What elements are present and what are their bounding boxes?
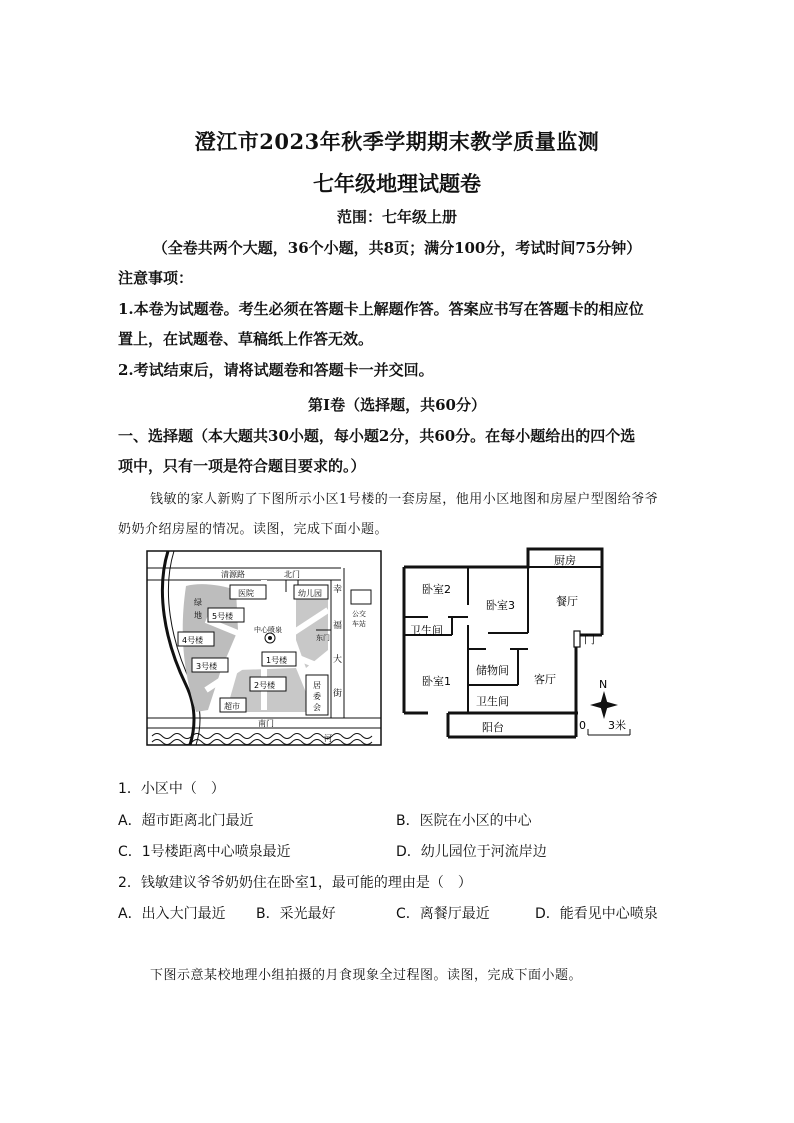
label-green-1: 绿 xyxy=(194,598,202,607)
label-door: 门 xyxy=(584,633,595,646)
scale-zero: 0 xyxy=(579,719,586,732)
label-supermarket: 超市 xyxy=(224,702,240,711)
floor-plan xyxy=(398,545,638,745)
section-title: 第Ⅰ卷（选择题，共60分） xyxy=(308,396,486,414)
label-hospital: 医院 xyxy=(238,589,254,598)
label-building-5: 5号楼 xyxy=(212,612,234,621)
question-2-option-a: A．出入大门最近 xyxy=(118,906,226,922)
label-committee-1: 居 xyxy=(313,681,321,690)
question-2-option-b: B．采光最好 xyxy=(256,906,336,922)
question-1-option-d: D．幼儿园位于河流岸边 xyxy=(396,844,547,860)
label-bedroom2: 卧室2 xyxy=(422,583,451,596)
label-street-4: 街 xyxy=(333,689,343,699)
label-fountain: 中心喷泉 xyxy=(254,626,282,634)
label-dining: 餐厅 xyxy=(556,595,578,608)
label-street-1: 幸 xyxy=(333,585,343,595)
section-heading-line2: 项中，只有一项是符合题目要求的。） xyxy=(118,457,366,475)
passage1-line1: 钱敏的家人新购了下图所示小区1号楼的一套房屋，他用小区地图和房屋户型图给爷爷 xyxy=(150,492,659,507)
label-building-3: 3号楼 xyxy=(196,662,218,671)
question-1-stem: 1．小区中（ ） xyxy=(118,781,225,797)
label-bedroom3: 卧室3 xyxy=(486,599,515,612)
question-2-option-c: C．离餐厅最近 xyxy=(396,906,490,922)
label-building-1: 1号楼 xyxy=(266,656,288,665)
label-building-4: 4号楼 xyxy=(182,636,204,645)
question-2-stem: 2．钱敏建议爷爷奶奶住在卧室1，最可能的理由是（ ） xyxy=(118,875,472,891)
label-south-gate: 南门 xyxy=(258,719,274,728)
notes-item1-line1: 1.本卷为试题卷。考生必须在答题卡上解题作答。答案应书写在答题卡的相应位 xyxy=(118,300,644,318)
section-heading-line1: 一、选择题（本大题共30小题，每小题2分，共60分。在每小题给出的四个选 xyxy=(118,427,636,445)
passage2: 下图示意某校地理小组拍摄的月食现象全过程图。读图，完成下面小题。 xyxy=(150,968,583,983)
label-east-gate: 东门 xyxy=(316,634,330,642)
label-balcony: 阳台 xyxy=(482,721,504,734)
label-street-2: 福 xyxy=(333,621,343,631)
label-north-gate: 北门 xyxy=(284,570,300,579)
label-bus-1: 公交 xyxy=(352,610,366,618)
label-bath2: 卫生间 xyxy=(476,695,509,708)
label-living: 客厅 xyxy=(534,673,556,686)
question-1-option-b: B．医院在小区的中心 xyxy=(396,813,532,829)
label-bus-2: 车站 xyxy=(352,620,366,628)
label-bath1: 卫生间 xyxy=(410,624,443,637)
question-1-option-a: A．超市距离北门最近 xyxy=(118,813,254,829)
label-road-north: 清源路 xyxy=(221,570,245,579)
exam-range: 范围：七年级上册 xyxy=(336,208,457,226)
label-bedroom1: 卧室1 xyxy=(422,675,451,688)
notes-heading: 注意事项： xyxy=(118,269,194,287)
scale-length: 3米 xyxy=(608,719,626,732)
exam-subtitle: 七年级地理试题卷 xyxy=(313,171,481,196)
label-storage: 储物间 xyxy=(476,664,509,677)
community-map xyxy=(146,550,382,746)
north-label: N xyxy=(599,678,608,691)
label-committee-3: 会 xyxy=(313,703,321,712)
label-river: 河 xyxy=(324,734,332,743)
question-2-option-d: D．能看见中心喷泉 xyxy=(535,906,658,922)
passage1-line2: 奶奶介绍房屋的情况。读图，完成下面小题。 xyxy=(118,522,389,537)
label-green-2: 地 xyxy=(194,611,202,620)
label-committee-2: 委 xyxy=(313,692,321,701)
question-1-option-c: C．1号楼距离中心喷泉最近 xyxy=(118,844,291,860)
exam-title: 澄江市2023年秋季学期期末教学质量监测 xyxy=(194,129,600,154)
notes-item1-line2: 置上，在试题卷、草稿纸上作答无效。 xyxy=(118,330,374,348)
notes-item2: 2.考试结束后，请将试题卷和答题卡一并交回。 xyxy=(118,361,434,379)
exam-info: （全卷共两个大题，36个小题，共8页；满分100分，考试时间75分钟） xyxy=(152,239,642,257)
label-kitchen: 厨房 xyxy=(554,554,576,567)
label-building-2: 2号楼 xyxy=(254,681,276,690)
label-kindergarten: 幼儿园 xyxy=(298,589,322,598)
label-street-3: 大 xyxy=(333,655,343,665)
